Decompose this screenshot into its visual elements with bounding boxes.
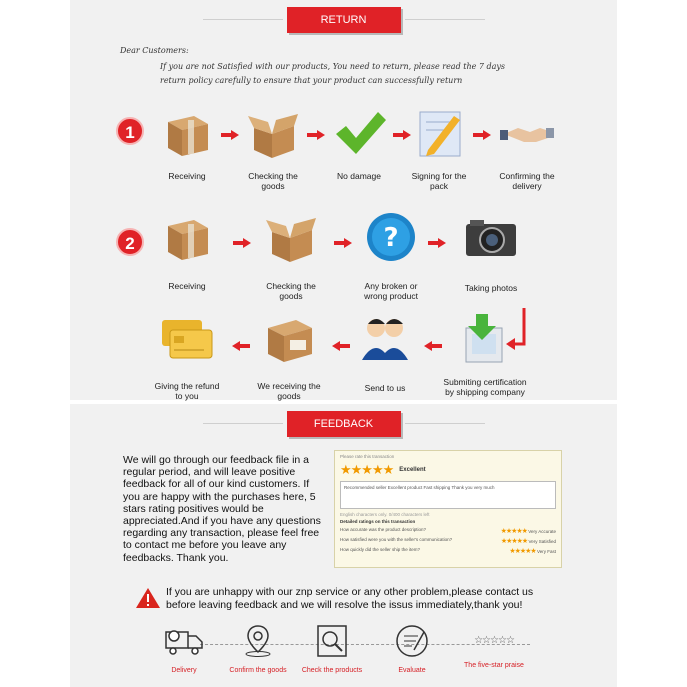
detail-row xyxy=(335,536,561,546)
flow2-step-broken xyxy=(356,210,426,301)
process-delivery xyxy=(144,624,224,674)
detail-stars-icon[interactable]: ★★★★★ xyxy=(500,538,528,545)
process-label: Confirm the goods xyxy=(229,667,287,674)
detail-row xyxy=(335,526,561,536)
feedback-body: We will go through our feedback file in a regular period, and will leave positive feedback for all of our kind customers. If you are happy with the purchases here, 5 stars rating positives would be appreciated.And if you have any questions regarding any transaction, please feel free to contact me before you leave any feedbacks. Thank you. xyxy=(123,454,321,564)
location-pin-icon xyxy=(238,624,278,658)
step-label: Receiving xyxy=(168,281,206,291)
sign-pencil-icon xyxy=(412,106,466,160)
step-label: Submiting certification by shipping company xyxy=(443,377,527,397)
flow1-step-confirming xyxy=(492,106,562,191)
warning-line1: If you are unhappy with our znp service or any other problem,please contact us xyxy=(166,586,534,598)
step-label: Any broken or wrong product xyxy=(364,281,418,301)
process-label: Check the products xyxy=(301,667,363,674)
download-certificate-icon xyxy=(458,312,512,366)
step-label: Taking photos xyxy=(464,283,518,293)
return-message-line1: If you are not Satisfied with our products, You need to return, please read the 7 days xyxy=(160,62,506,71)
step-label: Send to us xyxy=(364,383,406,393)
step-label: We receiving the goods xyxy=(257,381,321,401)
camera-icon xyxy=(464,210,518,264)
char-count: English characters only. 0/400 characters left xyxy=(340,512,430,517)
step-label: Receiving xyxy=(168,171,206,181)
credit-card-icon xyxy=(160,312,214,366)
step-label: Checking the goods xyxy=(248,171,298,191)
process-confirm xyxy=(218,624,298,674)
five-star-icon: ☆☆☆☆☆ xyxy=(474,635,514,646)
box-icon xyxy=(160,106,214,160)
arrow-right-icon xyxy=(233,238,251,248)
detail-question: How satisfied were you with the seller's communication? xyxy=(340,537,453,542)
box-icon xyxy=(160,210,214,264)
process-check xyxy=(292,624,372,674)
arrow-left-icon xyxy=(232,341,250,351)
people-icon xyxy=(358,312,412,366)
step-label: Checking the goods xyxy=(266,281,316,301)
warning-icon xyxy=(136,588,160,608)
flow2-step-refund xyxy=(152,312,222,401)
flow1-step-receiving xyxy=(152,106,222,181)
detail-label: Very Fast xyxy=(536,549,556,554)
checkmark-icon xyxy=(332,106,386,160)
return-banner: RETURN xyxy=(287,7,401,33)
flow2-step-we-receiving xyxy=(254,312,324,401)
delivery-truck-icon xyxy=(164,624,204,658)
question-mark-icon xyxy=(364,210,418,264)
flow2-step-submitting xyxy=(440,312,530,397)
arrow-left-icon xyxy=(332,341,350,351)
step-label: Signing for the pack xyxy=(411,171,467,191)
detail-question: How quickly did the seller ship the item? xyxy=(340,547,421,552)
flow2-step-receiving xyxy=(152,210,222,291)
arrow-right-icon xyxy=(307,130,325,140)
step-label: No damage xyxy=(337,171,381,181)
arrow-left-icon xyxy=(424,341,442,351)
step-label: Confirming the delivery xyxy=(499,171,555,191)
feedback-banner: FEEDBACK xyxy=(287,411,401,437)
comment-box[interactable]: Recommended seller Excellent product Fast shipping Thank you very much xyxy=(340,481,556,509)
open-box-icon xyxy=(246,106,300,160)
warning-text xyxy=(166,586,533,612)
rating-label: Excellent xyxy=(399,467,426,473)
box-icon xyxy=(262,312,316,366)
magnifier-icon xyxy=(312,624,352,658)
arrow-right-icon xyxy=(428,238,446,248)
process-evaluate xyxy=(372,624,452,674)
process-label: Evaluate xyxy=(398,667,426,674)
warning-line2: before leaving feedback and we will resolve the issus immediately,thank you! xyxy=(166,599,523,611)
flow1-step-checking xyxy=(238,106,308,191)
greeting: Dear Customers: xyxy=(120,46,189,55)
arrow-right-icon xyxy=(334,238,352,248)
flow2-step-checking xyxy=(256,210,326,301)
detail-label: Very Satisfied xyxy=(528,539,556,544)
flow1-step-no-damage xyxy=(324,106,394,181)
process-label: Delivery xyxy=(171,667,197,674)
detail-stars-icon[interactable]: ★★★★★ xyxy=(500,528,527,535)
step-label: Giving the refund to you xyxy=(154,381,220,401)
flow1-step-signing xyxy=(404,106,474,191)
detail-stars-icon[interactable]: ★★★★★ xyxy=(509,548,536,555)
step-number-1: 1 xyxy=(116,117,144,145)
handshake-icon xyxy=(500,106,554,160)
process-label: The five-star praise xyxy=(464,662,524,669)
flow2-step-photos xyxy=(456,210,526,293)
flow2-step-send xyxy=(350,312,420,393)
review-screenshot xyxy=(334,450,562,568)
evaluate-icon xyxy=(392,624,432,658)
detailed-heading: Detailed ratings on this transaction xyxy=(340,519,416,524)
process-five-star xyxy=(454,624,534,669)
rating-stars-icon[interactable]: ★★★★★ xyxy=(340,462,394,477)
detail-question: How accurate was the product description? xyxy=(340,527,427,532)
review-header: Please rate this transaction xyxy=(340,454,395,459)
detail-row xyxy=(335,546,561,556)
open-box-icon xyxy=(264,210,318,264)
arrow-right-icon xyxy=(221,130,239,140)
step-number-2: 2 xyxy=(116,228,144,256)
svg-text:?: ? xyxy=(383,223,399,253)
detail-label: Very Accurate xyxy=(528,529,556,534)
return-message-line2: return policy carefully to ensure that your product can successfully return xyxy=(160,76,463,85)
arrow-right-icon xyxy=(473,130,491,140)
